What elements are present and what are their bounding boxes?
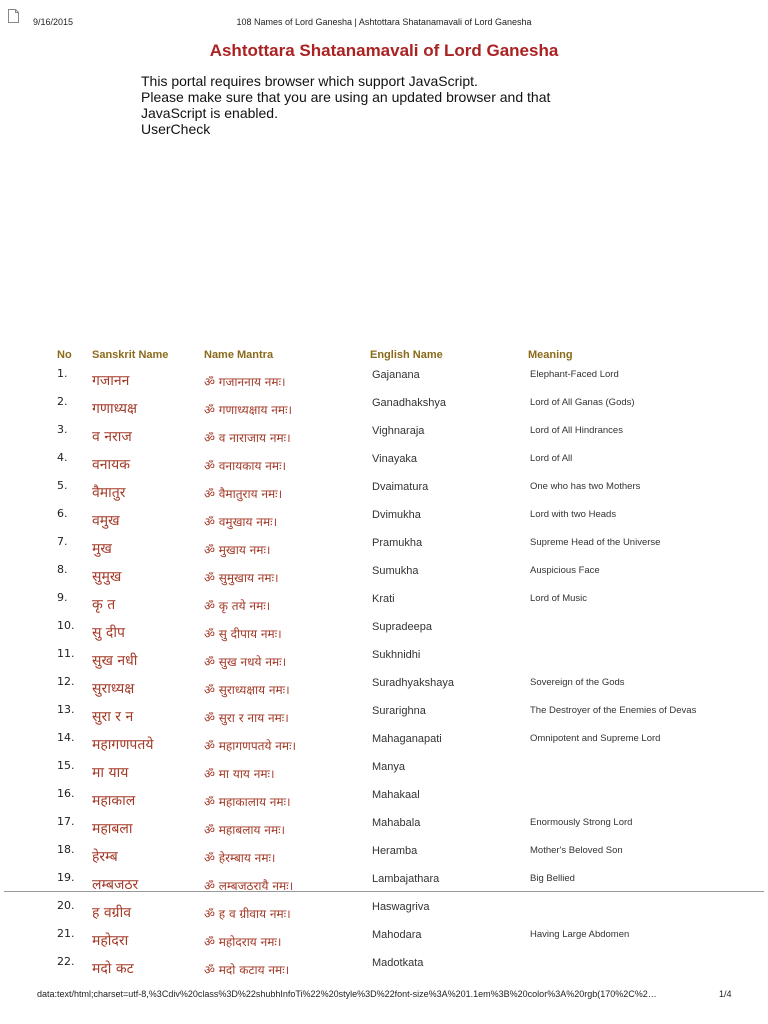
sanskrit-name: महागणपतये — [92, 737, 154, 753]
row-number: 9. — [57, 591, 68, 604]
english-name: Pramukha — [372, 537, 423, 549]
print-page-title: 108 Names of Lord Ganesha | Ashtottara Shatanamavali of Lord Ganesha — [236, 17, 532, 27]
name-mantra: ॐ सुख नधये नमः। — [204, 655, 287, 669]
english-name: Sukhnidhi — [372, 649, 421, 661]
column-header-mantra: Name Mantra — [204, 349, 274, 361]
sanskrit-name: सु दीप — [92, 625, 125, 641]
english-name: Sumukha — [372, 565, 419, 577]
column-header-english: English Name — [370, 349, 443, 361]
english-name: Gajanana — [372, 369, 420, 381]
name-mantra: ॐ सुमुखाय नमः। — [204, 571, 279, 585]
table-row — [0, 787, 768, 815]
sanskrit-name: वैमातुर — [92, 485, 126, 501]
english-name: Dvaimatura — [372, 481, 429, 493]
print-footer-url: data:text/html;charset=utf-8,%3Cdiv%20class%3D%22shubhInfoTi%22%20style%3D%22font-size%3A%201.1em%3B%20color%3A%20rgb(170%2C%2… — [37, 989, 657, 999]
sanskrit-name: गजानन — [92, 373, 130, 389]
meaning: Enormously Strong Lord — [530, 817, 633, 828]
row-number: 4. — [57, 451, 68, 464]
row-number: 5. — [57, 479, 68, 492]
sanskrit-name: गणाध्यक्ष — [92, 401, 138, 417]
table-row — [0, 479, 768, 507]
sanskrit-name: वमुख — [92, 513, 120, 529]
column-header-sanskrit: Sanskrit Name — [92, 349, 169, 361]
notice-line: This portal requires browser which support JavaScript. — [141, 73, 478, 89]
table-row — [0, 955, 768, 983]
meaning: Supreme Head of the Universe — [530, 537, 661, 548]
row-number: 6. — [57, 507, 68, 520]
meaning: The Destroyer of the Enemies of Devas — [530, 705, 697, 716]
row-number: 13. — [57, 703, 75, 716]
row-number: 14. — [57, 731, 75, 744]
name-mantra: ॐ ह व ग्रीवाय नमः। — [204, 907, 291, 921]
english-name: Haswagriva — [372, 901, 430, 913]
english-name: Mahodara — [372, 929, 422, 941]
sanskrit-name: महाकाल — [92, 793, 136, 809]
sanskrit-name: सुख नधी — [92, 653, 138, 669]
sanskrit-name: वनायक — [92, 457, 131, 473]
sanskrit-name: महाबला — [92, 821, 133, 837]
meaning: Lord of All Ganas (Gods) — [530, 397, 635, 408]
notice-line: JavaScript is enabled. — [141, 105, 278, 121]
table-row — [0, 563, 768, 591]
table-row — [0, 451, 768, 479]
english-name: Manya — [372, 761, 406, 773]
sanskrit-name: मा याय — [92, 765, 129, 781]
name-mantra: ॐ सुरा र नाय नमः। — [204, 711, 289, 725]
sanskrit-name: महोदरा — [92, 933, 129, 949]
name-mantra: ॐ सुराध्यक्षाय नमः। — [204, 683, 290, 697]
name-mantra: ॐ सु दीपाय नमः। — [204, 627, 282, 641]
name-mantra: ॐ महाबलाय नमः। — [204, 823, 286, 837]
table-row — [0, 871, 768, 899]
table-row — [0, 507, 768, 535]
english-name: Suradhyakshaya — [372, 677, 454, 689]
row-number: 11. — [57, 647, 75, 660]
sanskrit-name: लम्बजठर — [92, 877, 139, 893]
name-mantra: ॐ वैमातुराय नमः। — [204, 487, 283, 501]
meaning: Omnipotent and Supreme Lord — [530, 733, 661, 744]
table-row — [0, 395, 768, 423]
name-mantra: ॐ गजाननाय नमः। — [204, 375, 286, 389]
row-number: 20. — [57, 899, 75, 912]
name-mantra: ॐ महागणपतये नमः। — [204, 739, 297, 753]
name-mantra: ॐ गणाध्यक्षाय नमः। — [204, 403, 293, 417]
name-mantra: ॐ मुखाय नमः। — [204, 543, 271, 557]
english-name: Heramba — [372, 845, 418, 857]
row-number: 17. — [57, 815, 75, 828]
table-row — [0, 423, 768, 451]
table-row — [0, 703, 768, 731]
meaning: Lord of Music — [530, 593, 588, 604]
name-mantra: ॐ मदो कटाय नमः। — [204, 963, 290, 977]
name-mantra: ॐ कृ तये नमः। — [204, 599, 271, 613]
name-mantra: ॐ वनायकाय नमः। — [204, 459, 287, 473]
table-row — [0, 731, 768, 759]
english-name: Dvimukha — [372, 509, 421, 521]
table-row — [0, 815, 768, 843]
name-mantra: ॐ मा याय नमः। — [204, 767, 275, 781]
sanskrit-name: सुमुख — [92, 569, 122, 585]
table-row — [0, 675, 768, 703]
page-break-divider — [4, 891, 764, 892]
row-number: 15. — [57, 759, 75, 772]
column-header-meaning: Meaning — [528, 349, 573, 361]
name-mantra: ॐ व नाराजाय नमः। — [204, 431, 291, 445]
table-row — [0, 619, 768, 647]
meaning: Lord of All — [530, 453, 573, 464]
sanskrit-name: व नराज — [92, 429, 132, 445]
name-mantra: ॐ महाकालाय नमः। — [204, 795, 291, 809]
javascript-notice — [141, 73, 550, 137]
column-header-no: No — [57, 349, 72, 361]
row-number: 22. — [57, 955, 75, 968]
name-mantra: ॐ हेरम्बाय नमः। — [204, 851, 276, 865]
row-number: 18. — [57, 843, 75, 856]
meaning: Mother's Beloved Son — [530, 845, 623, 856]
english-name: Krati — [372, 593, 395, 605]
table-row — [0, 591, 768, 619]
sanskrit-name: मुख — [92, 541, 112, 557]
english-name: Mahabala — [372, 817, 421, 829]
meaning: Auspicious Face — [530, 565, 600, 576]
row-number: 7. — [57, 535, 68, 548]
table-row — [0, 535, 768, 563]
row-number: 1. — [57, 367, 68, 380]
meaning: Elephant-Faced Lord — [530, 369, 619, 380]
table-row — [0, 843, 768, 871]
english-name: Supradeepa — [372, 621, 432, 633]
meaning: Sovereign of the Gods — [530, 677, 625, 688]
english-name: Surarighna — [372, 705, 426, 717]
row-number: 21. — [57, 927, 75, 940]
print-page-number: 1/4 — [719, 989, 732, 999]
meaning: Lord with two Heads — [530, 509, 617, 520]
english-name: Mahaganapati — [372, 733, 442, 745]
row-number: 12. — [57, 675, 75, 688]
sanskrit-name: मदो कट — [92, 961, 134, 977]
meaning: One who has two Mothers — [530, 481, 641, 492]
notice-line: UserCheck — [141, 121, 211, 137]
print-date: 9/16/2015 — [33, 17, 74, 27]
sanskrit-name: कृ त — [92, 597, 116, 613]
name-mantra: ॐ महोदराय नमः। — [204, 935, 282, 949]
row-number: 10. — [57, 619, 75, 632]
sanskrit-name: सुरा र न — [92, 709, 134, 725]
row-number: 8. — [57, 563, 68, 576]
english-name: Ganadhakshya — [372, 397, 446, 409]
notice-line: Please make sure that you are using an updated browser and that — [141, 89, 551, 105]
meaning: Lord of All Hindrances — [530, 425, 623, 436]
table-row — [0, 367, 768, 395]
row-number: 3. — [57, 423, 68, 436]
meaning: Big Bellied — [530, 873, 575, 884]
row-number: 19. — [57, 871, 75, 884]
row-number: 2. — [57, 395, 68, 408]
name-mantra: ॐ वमुखाय नमः। — [204, 515, 278, 529]
name-mantra: ॐ लम्बजठरायै नमः। — [204, 879, 294, 893]
english-name: Vighnaraja — [372, 425, 425, 437]
english-name: Madotkata — [372, 957, 424, 969]
page-title: Ashtottara Shatanamavali of Lord Ganesha — [209, 41, 559, 60]
table-row — [0, 759, 768, 787]
english-name: Lambajathara — [372, 873, 440, 885]
sanskrit-name: हेरम्ब — [92, 849, 118, 865]
table-row — [0, 647, 768, 675]
english-name: Vinayaka — [372, 453, 418, 465]
row-number: 16. — [57, 787, 75, 800]
meaning: Having Large Abdomen — [530, 929, 630, 940]
english-name: Mahakaal — [372, 789, 420, 801]
sanskrit-name: ह वग्रीव — [92, 905, 131, 921]
table-row — [0, 927, 768, 955]
sanskrit-name: सुराध्यक्ष — [92, 681, 135, 697]
table-row — [0, 899, 768, 927]
